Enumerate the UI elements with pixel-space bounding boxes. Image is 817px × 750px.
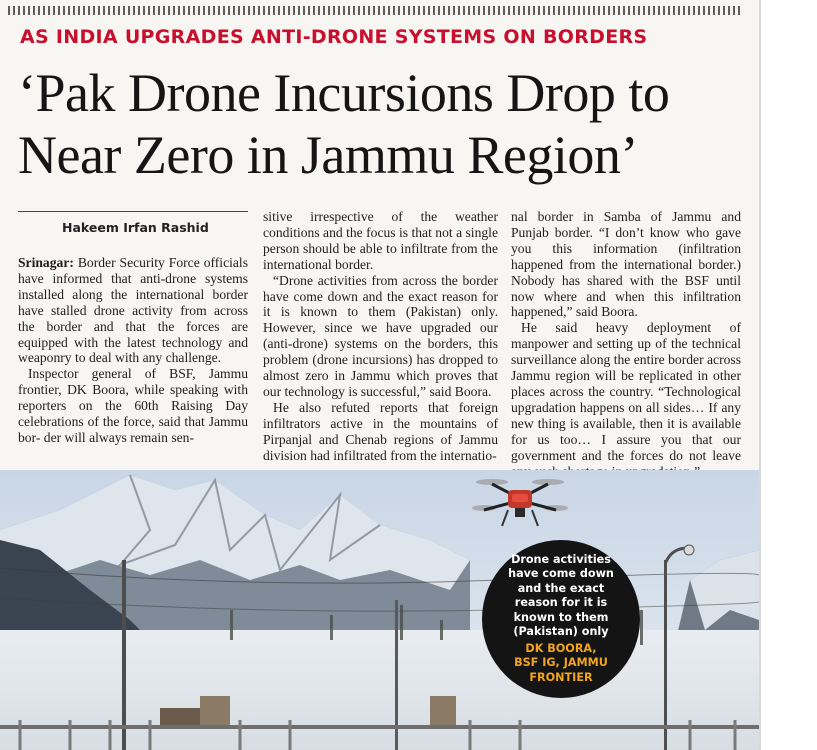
paragraph bbox=[18, 255, 248, 366]
pull-quote-text: Drone activities have come down and the exact reason for it is known to them (Pakistan) only bbox=[508, 552, 614, 639]
headline-line-1: ‘Pak Drone Incursions Drop to bbox=[18, 63, 670, 123]
attribution-name: DK BOORA, bbox=[525, 641, 597, 655]
kicker: AS INDIA UPGRADES ANTI-DRONE SYSTEMS ON BORDERS bbox=[20, 26, 648, 48]
paragraph: nal border in Samba of Jammu and Punjab border. “I don’t know who gave you this information (infiltration happened from the international border.) Nobody has shared with the BSF until now where and when this infiltration happened,” said Boora. bbox=[511, 209, 741, 320]
article-column-2 bbox=[263, 209, 498, 464]
paragraph: Inspector general of BSF, Jammu frontier, DK Boora, while speaking with reporters on the 60th Raising Day celebrations of the force, said that Jammu bor- der will always remain sen- bbox=[18, 366, 248, 445]
pull-quote-attribution bbox=[499, 642, 623, 686]
paragraph: He said heavy deployment of manpower and setting up of the technical surveillance along the entire border across Jammu region will be replicated in other places across the country. “Technological upgradation happens on all sides… If any new thing is available, then it is available for us too… I assure you that our government and the forces do not leave bbox=[511, 320, 741, 463]
headline-line-2: Near Zero in Jammu Region’ bbox=[18, 125, 638, 185]
pull-quote bbox=[482, 540, 640, 698]
paragraph: He also refuted reports that foreign infiltrators active in the mountains of Pirpanjal and Chenab regions of Jammu division had infiltrated from the internatio- bbox=[263, 399, 498, 463]
page-margin bbox=[759, 0, 817, 750]
attribution-title: BSF IG, JAMMU FRONTIER bbox=[514, 656, 608, 684]
page-edge-rule bbox=[8, 6, 743, 15]
paragraph: “Drone activities from across the border have come down and the exact reason for it is known to them (Pakistan) only. However, since we have upgraded our (anti-drone) systems on the borders, this problem (drone incursions) has dropped to almost zero in Jammu which proves that our technology is successful,” said Boora. bbox=[263, 272, 498, 399]
byline-rule bbox=[18, 211, 248, 212]
dateline: Srinagar: bbox=[18, 255, 74, 270]
drone-icon bbox=[470, 470, 570, 540]
headline bbox=[18, 62, 753, 186]
landscape-photo bbox=[0, 470, 759, 750]
paragraph: sitive irrespective of the weather conditions and the focus is that not a single person should be able to infiltrate from the international border. bbox=[263, 209, 498, 272]
paragraph-text: Border Security Force officials have informed that anti-drone systems installed along the international border have stalled drone activity from across the border and that the forces are equipped with the latest technology and weaponry to deal with any challenge. bbox=[18, 255, 248, 366]
byline: Hakeem Irfan Rashid bbox=[62, 220, 209, 235]
article-column-1 bbox=[18, 255, 248, 446]
article-column-3 bbox=[511, 209, 741, 479]
